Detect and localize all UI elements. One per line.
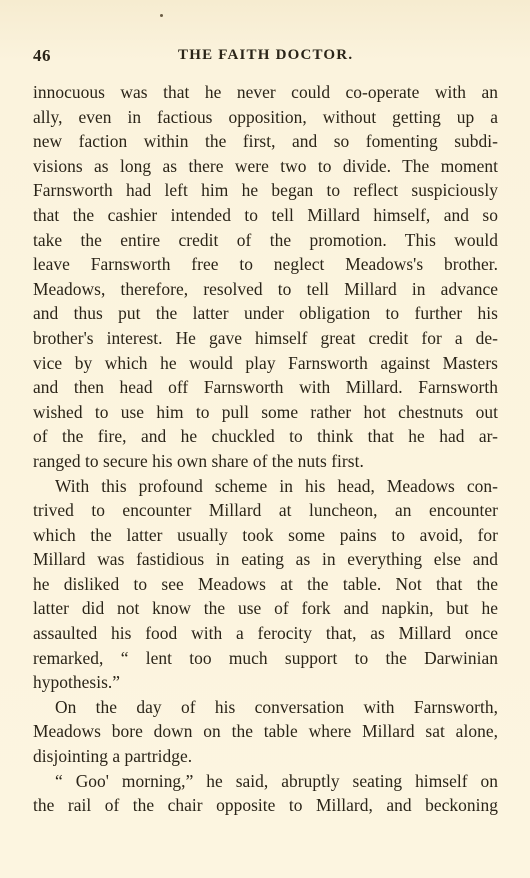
text-line: Meadows bore down on the table where Millard sat alone, [33, 721, 498, 742]
text-line: Meadows, therefore, resolved to tell Millard in advance [33, 278, 498, 299]
text-line: latter did not know the use of fork and napkin, but he [33, 598, 498, 619]
text-line: ranged to secure his own share of the nuts first. [33, 450, 364, 471]
text-line: With this profound scheme in his head, Meadows con- [55, 475, 498, 496]
text-line: he disliked to see Meadows at the table. Not that the [33, 573, 498, 594]
text-line: and thus put the latter under obligation to further his [33, 303, 498, 324]
text-line: visions as long as there were two to divide. The moment [33, 155, 498, 176]
page-header [33, 46, 498, 70]
text-line: ally, even in factious opposition, without getting up a [33, 106, 498, 127]
text-line: of the fire, and he chuckled to think that he had ar- [33, 426, 498, 447]
text-line: that the cashier intended to tell Millard himself, and so [33, 204, 498, 225]
text-line: the rail of the chair opposite to Millard, and beckoning [33, 795, 498, 816]
text-line: On the day of his conversation with Farnsworth, [55, 696, 498, 717]
running-title: THE FAITH DOCTOR. [178, 47, 354, 63]
text-line: vice by which he would play Farnsworth against Masters [33, 352, 498, 373]
text-line: new faction within the first, and so fomenting subdi- [33, 131, 498, 152]
text-line: remarked, “ lent too much support to the Darwinian [33, 647, 498, 668]
text-line: “ Goo' morning,” he said, abruptly seating himself on [55, 770, 498, 791]
text-line: assaulted his food with a ferocity that, as Millard once [33, 623, 498, 644]
text-line: brother's interest. He gave himself great credit for a de- [33, 327, 498, 348]
text-line: wished to use him to pull some rather hot chestnuts out [33, 401, 498, 422]
body-text [33, 80, 498, 818]
text-line: take the entire credit of the promotion. This would [33, 229, 498, 250]
text-line: trived to encounter Millard at luncheon, an encounter [33, 500, 498, 521]
text-line: which the latter usually took some pains to avoid, for [33, 524, 498, 545]
text-line: disjointing a partridge. [33, 746, 193, 767]
text-line: hypothesis.” [33, 672, 121, 693]
text-line: leave Farnsworth free to neglect Meadows's brother. [33, 254, 498, 275]
page-number: 46 [33, 46, 51, 65]
text-line: Farnsworth had left him he began to reflect suspiciously [33, 180, 498, 201]
ink-speck [160, 14, 163, 17]
text-line: and then head off Farnsworth with Millard. Farnsworth [33, 377, 498, 398]
text-line: Millard was fastidious in eating as in everything else and [33, 549, 498, 570]
text-line: innocuous was that he never could co-operate with an [33, 82, 498, 102]
